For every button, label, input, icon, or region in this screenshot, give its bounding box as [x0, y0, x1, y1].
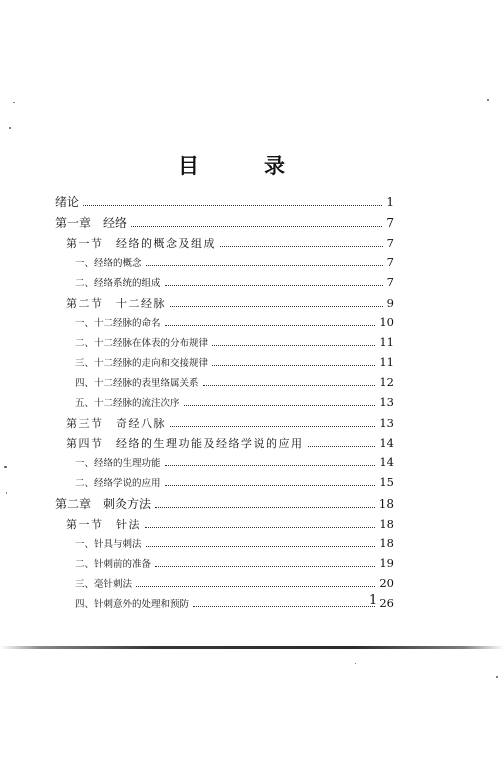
toc-entry-label: 三、毫针刺法: [75, 579, 133, 590]
toc-entry-page: 20: [379, 576, 394, 590]
toc-entry: [55, 455, 394, 475]
scan-speck: [13, 102, 15, 103]
toc-entry: [55, 375, 394, 395]
toc-entry: [55, 415, 394, 435]
toc-entry-page: 18: [379, 536, 394, 550]
toc-entry-page: 13: [379, 416, 394, 430]
toc-entry-label: 二、经络系统的组成: [75, 278, 161, 289]
toc-entry-label: 第二章 刺灸方法: [55, 497, 152, 511]
toc-entry-page: 18: [379, 517, 394, 531]
toc-entry-page: 26: [379, 596, 394, 610]
toc-dot-leader: [165, 324, 376, 326]
scan-speck: [9, 127, 11, 129]
toc-entry: [55, 536, 394, 556]
toc-entry: [55, 495, 394, 516]
toc-entry-page: 7: [386, 255, 394, 269]
toc-dot-leader: [165, 484, 376, 486]
toc-entry-page: 1: [386, 195, 394, 209]
toc-entry-label: 二、十二经脉在体表的分布规律: [75, 338, 209, 349]
toc-entry-page: 7: [386, 216, 394, 230]
toc-entry: [55, 193, 394, 214]
toc-dot-leader: [146, 264, 383, 266]
toc-dot-leader: [212, 364, 375, 366]
scan-speck: [355, 663, 356, 664]
scan-edge-line: [0, 646, 504, 649]
toc-entry-label: 第一章 经络: [55, 216, 128, 230]
toc-entry-page: 15: [379, 475, 394, 489]
toc-entry-label: 第一节 经络的概念及组成: [66, 237, 216, 250]
toc-entry-page: 7: [386, 236, 394, 250]
toc-entry-label: 第一节 针法: [66, 518, 141, 531]
toc-dot-leader: [136, 585, 375, 587]
toc-dot-leader: [165, 464, 376, 466]
toc-entry: [55, 435, 394, 455]
toc-entry: [55, 475, 394, 495]
toc-entry-label: 一、经络的生理功能: [75, 458, 161, 469]
toc-entry-page: 14: [379, 455, 394, 469]
scan-speck: [4, 466, 7, 468]
toc-dot-leader: [146, 545, 376, 547]
toc-entry: [55, 596, 394, 616]
toc-entry-label: 第二节 十二经脉: [66, 297, 166, 310]
toc-entry-page: 18: [378, 497, 394, 511]
toc-entry-page: 11: [379, 335, 394, 349]
toc-entry-label: 四、针刺意外的处理和预防: [75, 599, 190, 610]
toc-entry: [55, 255, 394, 275]
toc-entry-label: 第四节 经络的生理功能及经络学说的应用: [66, 437, 304, 450]
toc-entry-page: 11: [379, 355, 394, 369]
toc-entry-label: 三、十二经脉的走向和交接规律: [75, 358, 209, 369]
toc-dot-leader: [155, 506, 375, 508]
toc-entry-page: 7: [386, 275, 394, 289]
toc-dot-leader: [212, 344, 375, 346]
toc-entry: [55, 335, 394, 355]
toc-entry-label: 二、经络学说的应用: [75, 478, 161, 489]
toc-entry: [55, 556, 394, 576]
toc-dot-leader: [170, 425, 375, 427]
scan-speck: [487, 99, 489, 101]
toc-dot-leader: [193, 605, 375, 607]
toc-entry: [55, 576, 394, 596]
page-title: 目 录: [178, 154, 307, 178]
page-number: 1: [369, 593, 378, 608]
toc-entry: [55, 395, 394, 415]
toc-entry-page: 13: [379, 395, 394, 409]
toc-entry-label: 一、针具与刺法: [75, 539, 142, 550]
toc-entry-page: 14: [379, 436, 394, 450]
toc-entry-page: 10: [379, 315, 394, 329]
toc-dot-leader: [220, 245, 383, 247]
toc-entry-page: 12: [379, 375, 394, 389]
toc-dot-leader: [131, 225, 382, 227]
toc-entry-label: 二、针刺前的准备: [75, 559, 152, 570]
toc-dot-leader: [83, 204, 382, 206]
toc-dot-leader: [203, 384, 376, 386]
toc-entry-label: 四、十二经脉的表里络属关系: [75, 378, 199, 389]
toc-dot-leader: [308, 445, 376, 447]
toc-entry-label: 五、十二经脉的流注次序: [75, 398, 180, 409]
toc-entry: [55, 295, 394, 315]
toc-dot-leader: [184, 404, 376, 406]
toc-entry: [55, 315, 394, 335]
toc-dot-leader: [165, 284, 383, 286]
toc-entry-label: 一、十二经脉的命名: [75, 318, 161, 329]
scan-speck: [496, 676, 498, 678]
toc-entry: [55, 214, 394, 235]
toc-entry: [55, 355, 394, 375]
toc-dot-leader: [155, 565, 375, 567]
toc-entry-page: 19: [379, 556, 394, 570]
toc-entry-label: 绪论: [55, 195, 80, 209]
scan-speck: [6, 492, 7, 494]
table-of-contents: [55, 193, 394, 616]
toc-dot-leader: [145, 526, 375, 528]
toc-entry-label: 第三节 奇经八脉: [66, 417, 166, 430]
toc-entry: [55, 516, 394, 536]
toc-entry: [55, 275, 394, 295]
toc-entry-label: 一、经络的概念: [75, 258, 142, 269]
toc-entry: [55, 235, 394, 255]
toc-entry-page: 9: [386, 296, 394, 310]
toc-dot-leader: [170, 305, 383, 307]
